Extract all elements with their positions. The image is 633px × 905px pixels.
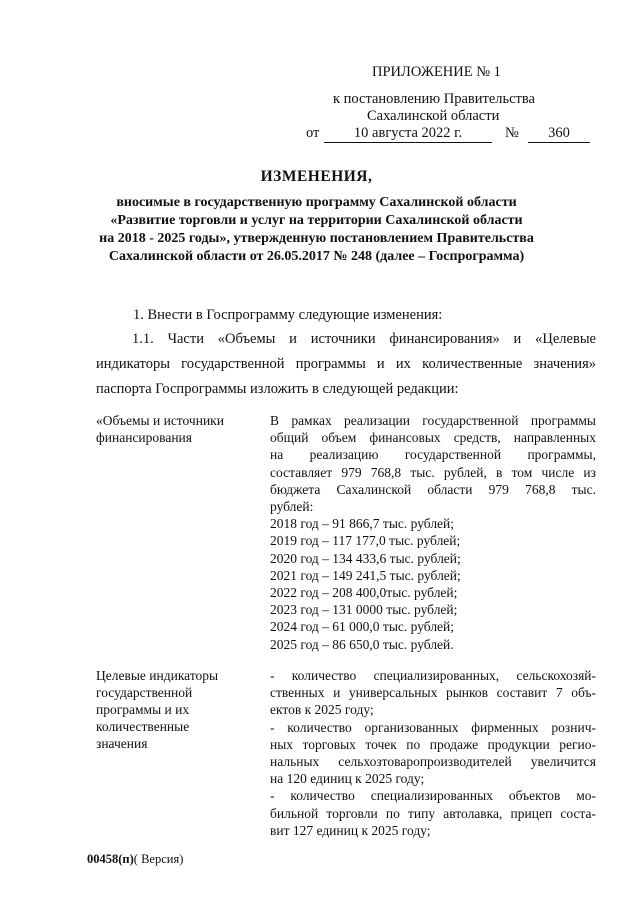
funding-year-2021: 2021 год – 149 241,5 тыс. рублей; (270, 567, 461, 583)
funding-year-2023: 2023 год – 131 0000 тыс. рублей; (270, 602, 458, 618)
appendix-title: ПРИЛОЖЕНИЕ № 1 (372, 64, 501, 80)
footer-code: 00458(п) (87, 852, 134, 866)
cell-line: бюджета Сахалинской области 979 768,8 тыс. (270, 481, 596, 497)
cell-line: бильной торговли по типу автолавка, прицеп соста- (270, 805, 596, 821)
cell-line: - количество специализированных объектов мо- (270, 788, 596, 804)
funding-year-2022: 2022 год – 208 400,0тыс. рублей; (270, 585, 458, 601)
cell-line: рублей: (270, 499, 314, 515)
table-cell-funding-value (270, 412, 596, 653)
document-footer (87, 852, 183, 867)
table-cell-indicators-value (270, 667, 596, 839)
cell-line: вит 127 единиц к 2025 году; (270, 822, 431, 838)
funding-year-2024: 2024 год – 61 000,0 тыс. рублей; (270, 619, 455, 635)
cell-line: государственной (96, 685, 193, 700)
appendix-reference: к постановлению Правительства (333, 91, 535, 107)
footer-version: ( Версия) (133, 852, 184, 866)
cell-line: ных торговых точек по продаже продукции регио- (270, 736, 596, 752)
cell-line: количественные (96, 719, 190, 734)
cell-line: общий объем финансовых средств, направленных (270, 430, 596, 446)
cell-line: составляет 979 768,8 тыс. рублей, в том числе из (270, 464, 596, 480)
cell-line: на 120 единиц к 2025 году; (270, 771, 425, 787)
paragraph-line: 1.1. Части «Объемы и источники финансирования» и «Целевые (132, 331, 596, 347)
funding-year-2020: 2020 год – 134 433,6 тыс. рублей; (270, 550, 461, 566)
decree-number: 360 (528, 125, 590, 143)
cell-line: В рамках реализации государственной программы (270, 413, 596, 428)
cell-line: нальных сельхозтоваропроизводителей увеличится (270, 754, 596, 770)
funding-year-2018: 2018 год – 91 866,7 тыс. рублей; (270, 516, 455, 532)
cell-line: на реализацию государственной программы, (270, 447, 596, 463)
number-prefix: № (505, 125, 519, 141)
subtitle-line: на 2018 - 2025 годы», утвержденную постановлением Правительства (99, 231, 534, 246)
cell-line: ственных и универсальных рынков составит 7 объ- (270, 685, 596, 701)
decree-date-row (306, 125, 606, 145)
paragraph-line: паспорта Госпрограммы изложить в следующей редакции: (96, 381, 459, 397)
date-prefix: от (306, 125, 320, 141)
document-title: ИЗМЕНЕНИЯ, (260, 168, 373, 185)
cell-line: ектов к 2025 году; (270, 702, 374, 718)
cell-line: программы и их (96, 702, 190, 717)
appendix-region: Сахалинской области (367, 108, 500, 124)
document-subtitle (90, 194, 543, 266)
paragraph-line: индикаторы государственной программы и их количественные значения» (96, 356, 596, 372)
funding-year-2025: 2025 год – 86 650,0 тыс. рублей. (270, 636, 454, 652)
table-cell-indicators-label (96, 667, 256, 752)
funding-year-2019: 2019 год – 117 177,0 тыс. рублей; (270, 533, 461, 549)
decree-date: 10 августа 2022 г. (324, 125, 492, 143)
cell-line: «Объемы и источники (96, 413, 224, 428)
paragraph-1: 1. Внести в Госпрограмму следующие изменения: (133, 307, 443, 323)
cell-line: значения (96, 736, 148, 751)
cell-line: - количество организованных фирменных рознич- (270, 719, 596, 735)
cell-line: - количество специализированных, сельскохозяй- (270, 668, 596, 683)
paragraph-1-1 (96, 327, 596, 402)
subtitle-line: Сахалинской области от 26.05.2017 № 248 (далее – Госпрограмма) (108, 249, 525, 264)
subtitle-line: «Развитие торговли и услуг на территории Сахалинской области (110, 213, 523, 228)
cell-line: финансирования (96, 430, 192, 445)
cell-line: Целевые индикаторы (96, 668, 219, 683)
subtitle-line: вносимые в государственную программу Сахалинской области (116, 195, 517, 210)
table-cell-funding-label (96, 412, 256, 446)
